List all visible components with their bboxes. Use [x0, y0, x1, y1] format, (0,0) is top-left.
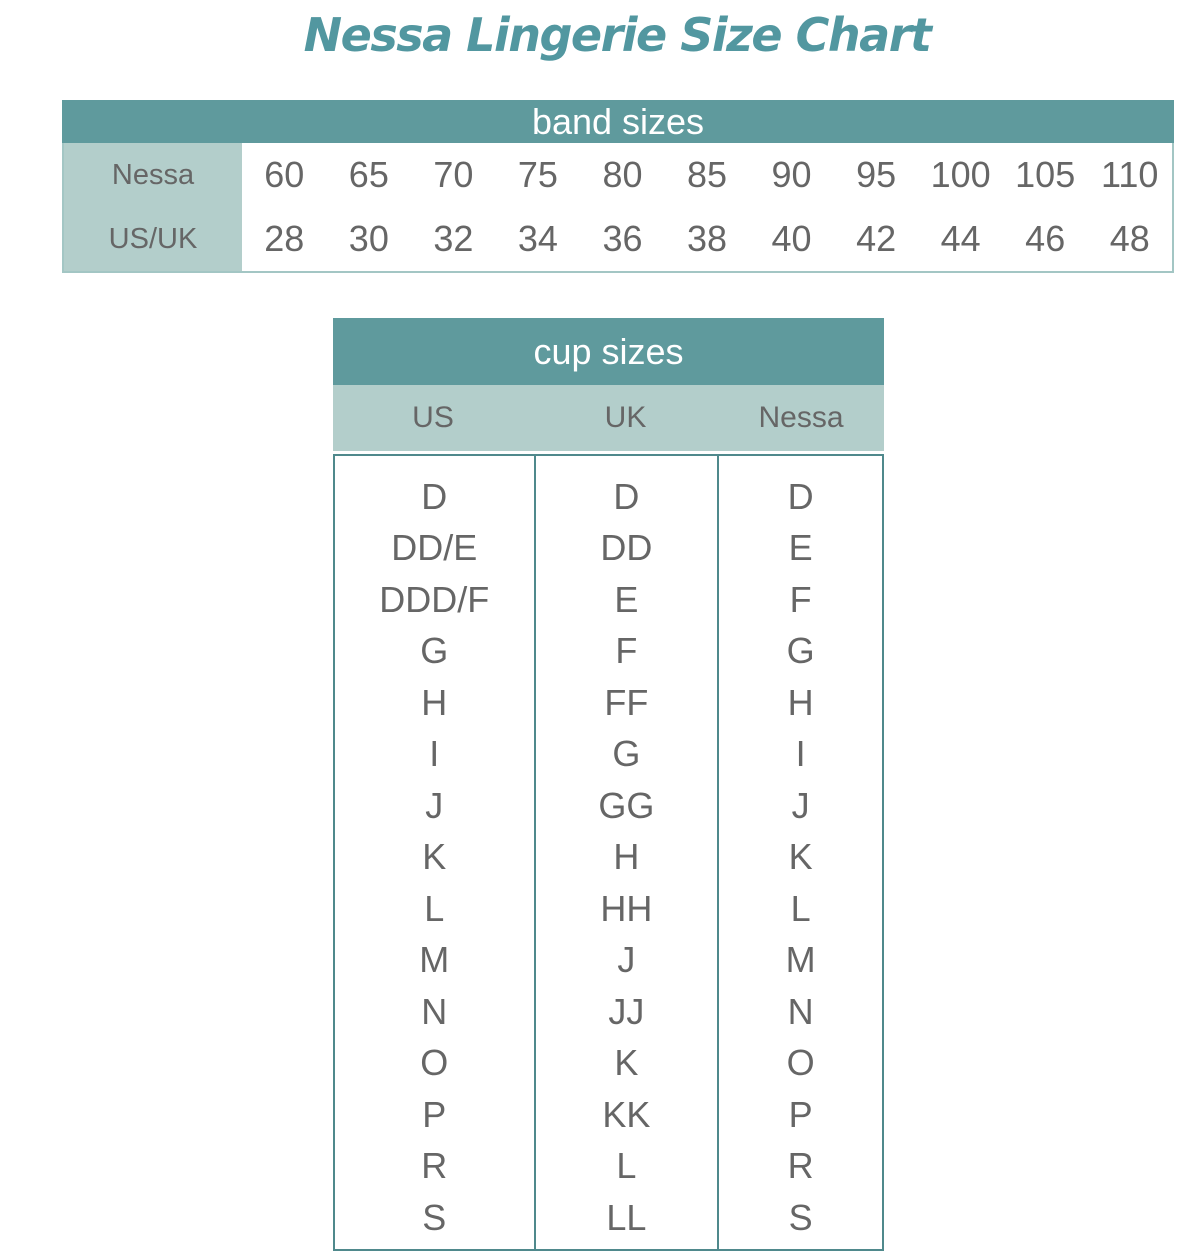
cup-size-cell: P	[422, 1093, 447, 1135]
cup-size-cell: L	[790, 887, 811, 929]
cup-size-cell: G	[420, 630, 449, 672]
cup-size-cell: O	[786, 1042, 815, 1084]
cup-size-cell: L	[616, 1145, 637, 1187]
cup-size-cell: KK	[602, 1093, 651, 1135]
band-size-cell: 38	[686, 218, 728, 259]
cup-size-cell: L	[424, 887, 445, 929]
band-size-cell: 36	[602, 218, 643, 259]
cup-size-cell: E	[788, 527, 813, 569]
cup-size-cell: M	[785, 939, 816, 981]
cup-sizes-header: cup sizes	[333, 318, 884, 385]
band-size-cell: 46	[1025, 218, 1066, 259]
cup-size-cell: J	[425, 784, 444, 826]
cup-size-cell: G	[786, 630, 815, 672]
cup-size-cell: JJ	[608, 990, 645, 1032]
band-size-cell: 110	[1101, 154, 1159, 195]
band-size-cell: 85	[686, 154, 728, 195]
band-row-label: US/UK	[64, 207, 242, 271]
band-sizes-header: band sizes	[62, 100, 1174, 143]
band-size-cell: 48	[1109, 218, 1150, 259]
cup-size-cell: F	[789, 578, 812, 620]
page-title: Nessa Lingerie Size Chart	[303, 8, 931, 62]
cup-size-cell: I	[429, 733, 440, 775]
cup-size-cell: GG	[598, 784, 655, 826]
cup-size-cell: R	[421, 1145, 448, 1187]
cup-size-cell: E	[614, 578, 639, 620]
cup-column-header-uk: UK	[604, 401, 647, 434]
cup-column-us	[335, 456, 534, 1249]
cup-size-cell: DDD/F	[379, 578, 490, 620]
cup-size-cell: K	[422, 836, 447, 878]
cup-size-cell: D	[613, 475, 640, 517]
cup-column-nessa	[717, 456, 882, 1249]
cup-size-cell: HH	[600, 887, 653, 929]
cup-size-cell: G	[612, 733, 641, 775]
cup-size-cell: S	[788, 1196, 813, 1238]
cup-size-cell: H	[787, 681, 814, 723]
cup-size-cell: O	[420, 1042, 449, 1084]
cup-size-cell: J	[617, 939, 636, 981]
cup-sizes-table	[333, 318, 884, 1251]
cup-size-cell: H	[613, 836, 640, 878]
band-size-cell: 30	[348, 218, 389, 259]
band-size-cell: 80	[602, 154, 643, 195]
cup-size-cell: K	[614, 1042, 639, 1084]
band-size-cell: 70	[433, 154, 474, 195]
band-size-cell: 28	[264, 218, 305, 259]
cup-size-cell: I	[795, 733, 806, 775]
cup-column-header-us: US	[412, 401, 454, 434]
cup-size-cell: N	[787, 990, 814, 1032]
cup-size-cell: DD/E	[391, 527, 478, 569]
cup-column-header-nessa: Nessa	[758, 401, 844, 434]
cup-sizes-column-headers	[333, 385, 884, 451]
band-size-cell: 60	[264, 154, 305, 195]
band-size-cell: 34	[517, 218, 558, 259]
band-sizes-body	[62, 143, 1174, 273]
band-row-nessa	[64, 143, 1172, 207]
cup-size-cell: H	[421, 681, 448, 723]
band-sizes-table	[62, 100, 1174, 273]
band-size-cell: 40	[771, 218, 812, 259]
cup-size-cell: J	[791, 784, 810, 826]
band-size-cell: 42	[856, 218, 897, 259]
band-row-usuk	[64, 207, 1172, 271]
cup-size-cell: F	[615, 630, 638, 672]
band-size-cell: 95	[856, 154, 897, 195]
band-size-cell: 75	[517, 154, 558, 195]
band-size-cell: 90	[771, 154, 812, 195]
cup-size-cell: K	[788, 836, 813, 878]
band-size-cell: 100	[930, 154, 991, 195]
band-row-label: Nessa	[64, 143, 242, 207]
cup-sizes-body	[333, 454, 884, 1251]
cup-size-cell: FF	[604, 681, 649, 723]
cup-size-cell: M	[419, 939, 450, 981]
cup-size-cell: D	[421, 475, 448, 517]
band-size-cell: 105	[1015, 154, 1076, 195]
cup-size-cell: D	[787, 475, 814, 517]
cup-size-cell: S	[422, 1196, 447, 1238]
cup-size-cell: P	[788, 1093, 813, 1135]
cup-column-uk	[534, 456, 718, 1249]
band-size-cell: 32	[433, 218, 474, 259]
band-size-cell: 65	[348, 154, 389, 195]
cup-size-cell: R	[787, 1145, 814, 1187]
cup-size-cell: N	[421, 990, 448, 1032]
cup-size-cell: LL	[606, 1196, 647, 1238]
cup-size-cell: DD	[600, 527, 653, 569]
band-size-cell: 44	[940, 218, 981, 259]
